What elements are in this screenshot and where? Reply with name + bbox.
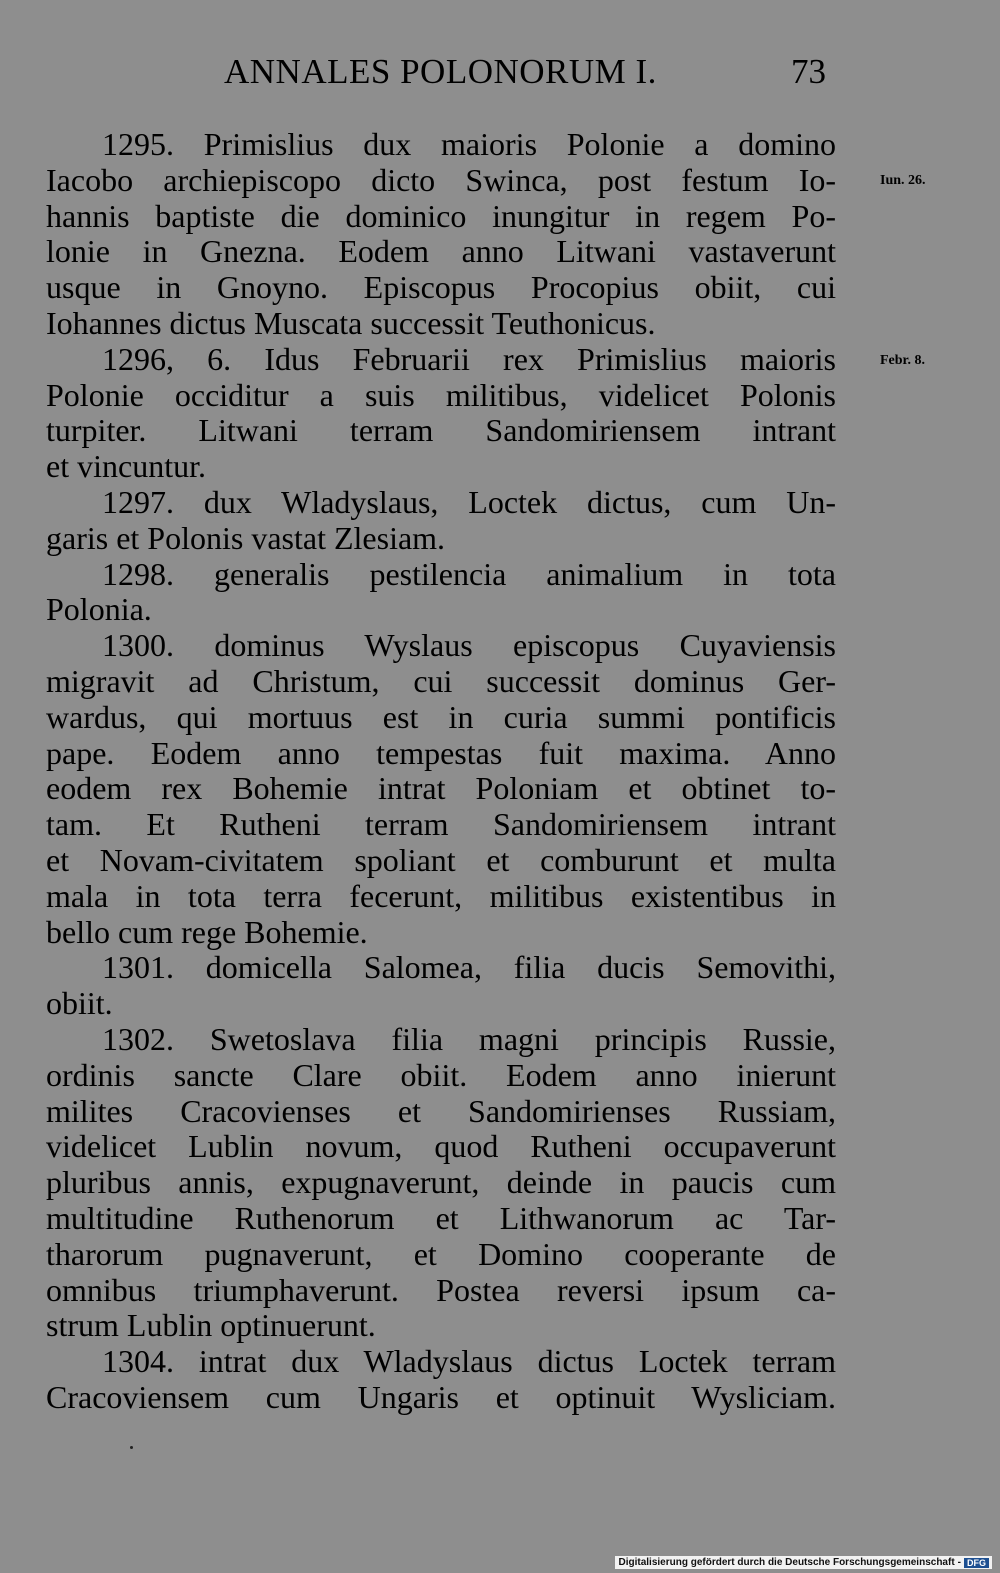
text-line: mala in tota terra fecerunt, militibus existentibus in [46, 877, 836, 914]
text-line: obiit. [46, 985, 113, 1022]
text-line: et vincuntur. [46, 448, 206, 485]
margin-date-note: Iun. 26. [880, 173, 926, 188]
annal-entry-1296 [46, 340, 925, 485]
text-line: 1296, 6. Idus Februarii rex Primislius maioris [102, 340, 836, 377]
text-line: et Novam-civitatem spoliant et comburunt et multa [46, 841, 836, 878]
text-line: 1298. generalis pestilencia animalium in tota [102, 555, 836, 592]
text-line: migravit ad Christum, cui successit dominus Ger- [46, 662, 836, 699]
text-line: Iohannes dictus Muscata successit Teuthonicus. [46, 304, 656, 341]
text-line: omnibus triumphaverunt. Postea reversi ipsum ca- [46, 1271, 836, 1308]
text-line: ordinis sancte Clare obiit. Eodem anno inierunt [46, 1056, 836, 1093]
text-line: tam. Et Rutheni terram Sandomiriensem intrant [46, 806, 836, 843]
text-line: tharorum pugnaverunt, et Domino cooperante de [46, 1235, 836, 1272]
annal-entry-1304 [46, 1344, 836, 1416]
text-line: Polonia. [46, 591, 152, 628]
text-line: videlicet Lublin novum, quod Rutheni occupaverunt [46, 1128, 836, 1165]
digitization-credit: Digitalisierung gefördert durch die Deutsche Forschungsgemeinschaft - DFG [615, 1556, 992, 1569]
margin-date-note: Febr. 8. [880, 352, 925, 368]
print-speck [130, 1446, 133, 1449]
annal-entry-1300 [46, 628, 836, 950]
text-line: Cracoviensem cum Ungaris et optinuit Wysliciam. [46, 1378, 836, 1415]
text-line: 1302. Swetoslava filia magni principis Russie, [102, 1020, 836, 1057]
annal-entry-1295 [46, 126, 926, 342]
page-header [46, 52, 826, 96]
text-line: pape. Eodem anno tempestas fuit maxima. Anno [46, 734, 836, 771]
text-line: multitudine Ruthenorum et Lithwanorum ac Tar- [46, 1199, 836, 1236]
dfg-logo-icon: DFG [964, 1558, 989, 1568]
credit-text: Digitalisierung gefördert durch die Deutsche Forschungsgemeinschaft [618, 1557, 955, 1568]
text-line: garis et Polonis vastat Zlesiam. [46, 519, 446, 556]
text-line: lonie in Gnezna. Eodem anno Litwani vastaverunt [46, 233, 836, 270]
text-line: 1295. Primislius dux maioris Polonie a domino [102, 126, 836, 162]
text-line: bello cum rege Bohemie. [46, 913, 368, 950]
text-line: 1300. dominus Wyslaus episcopus Cuyaviensis [102, 627, 836, 664]
text-line: strum Lublin optinuerunt. [46, 1307, 376, 1344]
text-line: milites Cracovienses et Sandomirienses Russiam, [46, 1092, 836, 1129]
text-line: Iacobo archiepiscopo dicto Swinca, post festum Io- [46, 161, 836, 198]
annal-entry-1298 [46, 557, 836, 629]
page-number: 73 [791, 52, 826, 91]
annal-entry-1301 [46, 950, 836, 1022]
text-line: 1304. intrat dux Wladyslaus dictus Loctek terram [102, 1343, 836, 1380]
text-line: usque in Gnoyno. Episcopus Procopius obiit, cui [46, 269, 836, 306]
annal-entry-1297 [46, 485, 836, 557]
text-line: Polonie occiditur a suis militibus, videlicet Polonis [46, 376, 836, 413]
text-line: wardus, qui mortuus est in curia summi pontificis [46, 698, 836, 735]
text-line: pluribus annis, expugnaverunt, deinde in paucis cum [46, 1164, 836, 1201]
running-title: ANNALES POLONORUM I. [224, 52, 657, 91]
text-line: 1301. domicella Salomea, filia ducis Semovithi, [102, 949, 836, 986]
text-line: hannis baptiste die dominico inungitur in regem Po- [46, 197, 836, 234]
annal-entry-1302 [46, 1022, 836, 1344]
text-line: eodem rex Bohemie intrat Poloniam et obtinet to- [46, 770, 836, 807]
text-line: turpiter. Litwani terram Sandomiriensem intrant [46, 412, 836, 449]
text-line: 1297. dux Wladyslaus, Loctek dictus, cum Un- [102, 483, 836, 520]
annals-text [46, 126, 926, 1416]
